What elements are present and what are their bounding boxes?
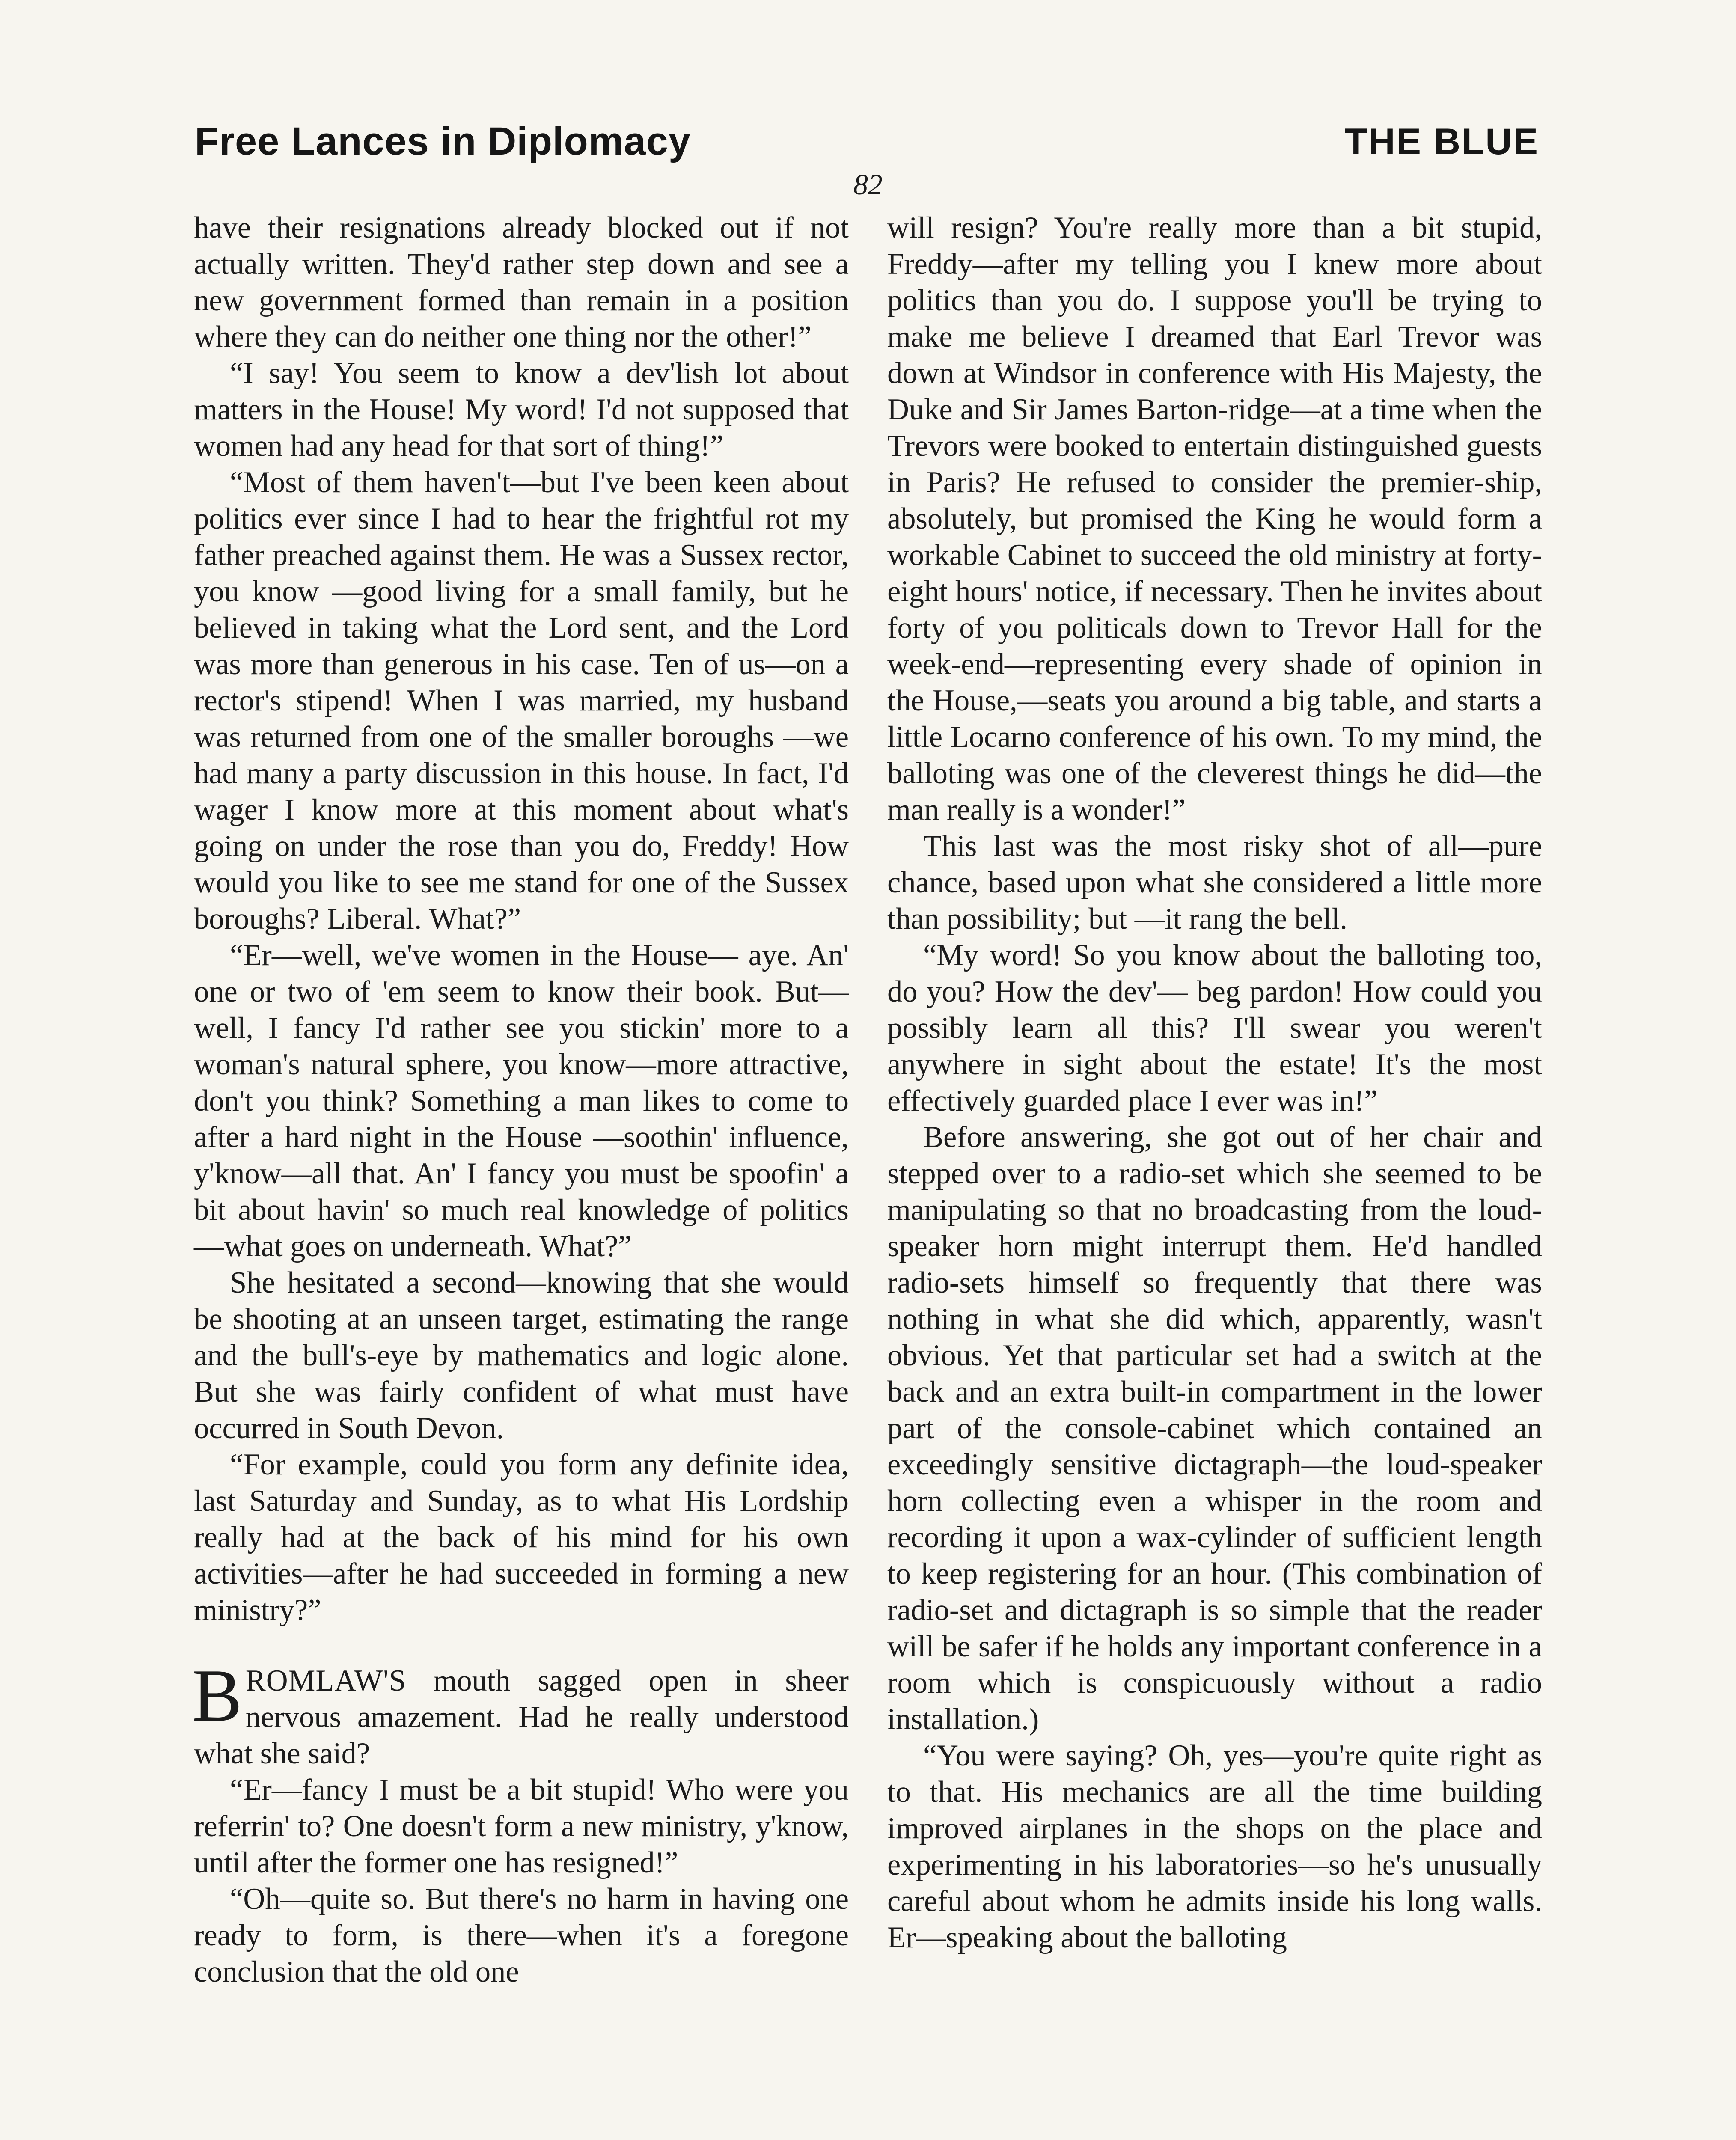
paragraph-text: mouth sagged open in sheer nervous amazement. Had he really understood what she said? [194,1664,849,1770]
lead-in-caps: ROMLAW'S [245,1664,407,1697]
paragraph: “You were saying? Oh, yes—you're quite right as to that. His mechanics are all the time building improved airplanes in the shops on the place and experimenting in his laboratories—so he's unusually careful about whom he admits inside his long walls. Er—speaking about the balloting [887,1739,1542,1954]
paragraph: “My word! So you know about the balloting too, do you? How the dev'— beg pardon! How could you possibly learn all this? I'll swear you weren't anywhere in sight about the estate! It's the most effectively guarded place I ever was in!” [887,939,1542,1118]
paragraph: This last was the most risky shot of all—pure chance, based upon what she considered a little more than possibility; but —it rang the bell. [887,829,1542,936]
right-column [887,210,1542,1956]
paragraph: Before answering, she got out of her chair and stepped over to a radio-set which she seemed to be manipulating so that no broadcasting from the loud-speaker horn might interrupt them. He'd handled radio-sets himself so frequently that there was nothing in what she did which, apparently, wasn't obvious. Yet that particular set had a switch at the back and an extra built-in compartment in the lower part of the console-cabinet which contained an exceedingly sensitive dictagraph—the loud-speaker horn collecting even a whisper in the room and recording it upon a wax-cylinder of sufficient length to keep registering for an hour. (This combination of radio-set and dictagraph is so simple that the reader will be safer if he holds any important conference in a room which is conspicuously without a radio installation.) [887,1121,1542,1736]
section-opening-paragraph [192,1654,849,1772]
page-number: 82 [853,168,883,201]
left-column [194,210,849,1990]
magazine-title: THE BLUE [1345,121,1539,162]
paragraph: “Oh—quite so. But there's no harm in having one ready to form, is there—when it's a foregone conclusion that the old one [194,1882,849,1988]
running-title: Free Lances in Diplomacy [195,119,691,163]
paragraph: have their resignations already blocked out if not actually written. They'd rather step down and see a new government formed than remain in a position where they can do neither one thing nor the other!” [194,211,849,354]
paragraph: will resign? You're really more than a bit stupid, Freddy—after my telling you I knew more about politics than you do. I suppose you'll be trying to make me believe I dreamed that Earl Trevor was down at Windsor in conference with His Majesty, the Duke and Sir James Barton-ridge—at a time when the Trevors were booked to entertain distinguished guests in Paris? He refused to consider the premier-ship, absolutely, but promised the King he would form a workable Cabinet to succeed the old ministry at forty-eight hours' notice, if necessary. Then he invites about forty of you politicals down to Trevor Hall for the week-end—representing every shade of opinion in the House,—seats you around a big table, and starts a little Locarno conference of his own. To my mind, the balloting was one of the cleverest things he did—the man really is a wonder!” [887,211,1542,826]
paragraph: “Er—well, we've women in the House— aye. An' one or two of 'em seem to know their book. But—well, I fancy I'd rather see you stickin' more to a woman's natural sphere, you know—more attractive, don't you think? Something a man likes to come to after a hard night in the House —soothin' influence, y'know—all that. An' I fancy you must be spoofin' a bit about havin' so much real knowledge of politics —what goes on underneath. What?” [194,939,849,1263]
drop-cap: B [192,1654,242,1737]
paragraph: “For example, could you form any definite idea, last Saturday and Sunday, as to what His Lordship really had at the back of his mind for his own activities—after he had succeeded in forming a new ministry?” [194,1448,849,1627]
paragraph: She hesitated a second—knowing that she would be shooting at an unseen target, estimating the range and the bull's-eye by mathematics and logic alone. But she was fairly confident of what must have occurred in South Devon. [194,1266,849,1445]
paragraph: “I say! You seem to know a dev'lish lot about matters in the House! My word! I'd not supposed that women had any head for that sort of thing!” [194,357,849,463]
paragraph: “Er—fancy I must be a bit stupid! Who were you referrin' to? One doesn't form a new ministry, y'know, until after the former one has resigned!” [194,1773,849,1879]
paragraph: “Most of them haven't—but I've been keen about politics ever since I had to hear the frightful rot my father preached against them. He was a Sussex rector, you know —good living for a small family, but he believed in taking what the Lord sent, and the Lord was more than generous in his case. Ten of us—on a rector's stipend! When I was married, my husband was returned from one of the smaller boroughs —we had many a party discussion in this house. In fact, I'd wager I know more at this moment about what's going on under the rose than you do, Freddy! How would you like to see me stand for one of the Sussex boroughs? Liberal. What?” [194,466,849,936]
